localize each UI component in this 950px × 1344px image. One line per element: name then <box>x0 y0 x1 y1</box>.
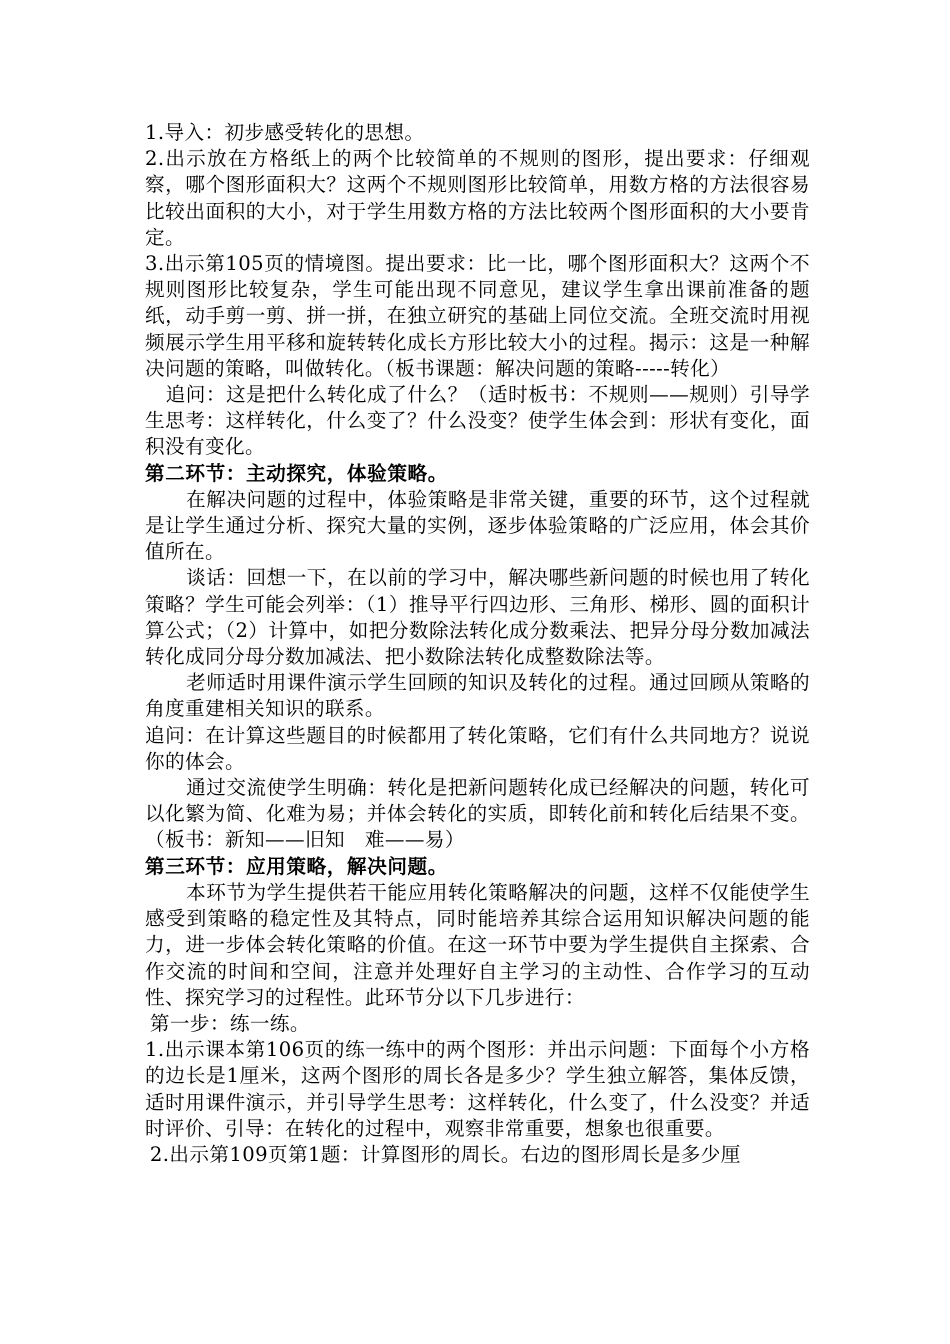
paragraph-apply-strategy: 本环节为学生提供若干能应用转化策略解决的问题，这样不仅能使学生感受到策略的稳定性及其特点，同时能培养其综合运用知识解决问题的能力，进一步体会转化策略的价值。在这一环节中要为学生提供自主探索、合作交流的时间和空间，注意并处理好自主学习的主动性、合作学习的互动性、探究学习的过程性。此环节分以下几步进行： <box>145 880 810 1009</box>
paragraph-follow-up-common: 追问：在计算这些题目的时候都用了转化策略，它们有什么共同地方？说说你的体会。 <box>145 723 810 773</box>
paragraph-conclusion: 通过交流使学生明确：转化是把新问题转化成已经解决的问题，转化可以化繁为简、化难为易；并体会转化的实质，即转化前和转化后结果不变。（板书：新知——旧知 难——易） <box>145 776 810 852</box>
document-page <box>145 120 810 1168</box>
paragraph-step-one: 第一步：练一练。 <box>149 1011 310 1035</box>
paragraph-situation-figure: 3.出示第105页的情境图。提出要求：比一比，哪个图形面积大？这两个不规则图形比较复杂，学生可能出现不同意见，建议学生拿出课前准备的题纸，动手剪一剪、拼一拼，在独立研究的基础上同位交流。全班交流时用视频展示学生用平移和旋转转化成长方形比较大小的过程。揭示：这是一种解决问题的策略，叫做转化。（板书课题：解决问题的策略-----转化） <box>145 252 810 380</box>
paragraph-recall-talk: 谈话：回想一下，在以前的学习中，解决哪些新问题的时候也用了转化策略？学生可能会列举：（1）推导平行四边形、三角形、梯形、圆的面积计算公式；（2）计算中，如把分数除法转化成分数乘法、把异分母分数加减法转化成同分母分数加减法、把小数除法转化成整数除法等。 <box>145 566 810 669</box>
section-heading-2: 第二环节：主动探究，体验策略。 <box>145 461 448 485</box>
paragraph-teacher-demo: 老师适时用课件演示学生回顾的知识及转化的过程。通过回顾从策略的角度重建相关知识的联系。 <box>145 671 810 721</box>
paragraph-experience-strategy: 在解决问题的过程中，体验策略是非常关键，重要的环节，这个过程就是让学生通过分析、探究大量的实例，逐步体验策略的广泛应用，体会其价值所在。 <box>145 487 810 564</box>
paragraph-follow-up-question: 追问：这是把什么转化成了什么？（适时板书：不规则——规则）引导学生思考：这样转化，什么变了？什么没变？使学生体会到：形状有变化，面积没有变化。 <box>145 383 810 459</box>
section-heading-3: 第三环节：应用策略，解决问题。 <box>145 854 448 878</box>
paragraph-intro: 1.导入：初步感受转化的思想。 <box>145 121 425 144</box>
paragraph-grid-shapes: 2.出示放在方格纸上的两个比较简单的不规则的图形，提出要求：仔细观察，哪个图形面积大？这两个不规则图形比较简单，用数方格的方法很容易比较出面积的大小，对于学生用数方格的方法比较两个图形面积的大小要肯定。 <box>145 147 810 249</box>
paragraph-exercise-2: 2.出示第109页第1题：计算图形的周长。右边的图形周长是多少厘 <box>149 1142 741 1166</box>
paragraph-exercise-1: 1.出示课本第106页的练一练中的两个图形：并出示问题：下面每个小方格的边长是1厘米，这两个图形的周长各是多少？学生独立解答，集体反馈，适时用课件演示，并引导学生思考：这样转化，什么变了，什么没变？并适时评价、引导：在转化的过程中，观察非常重要，想象也很重要。 <box>145 1038 810 1140</box>
